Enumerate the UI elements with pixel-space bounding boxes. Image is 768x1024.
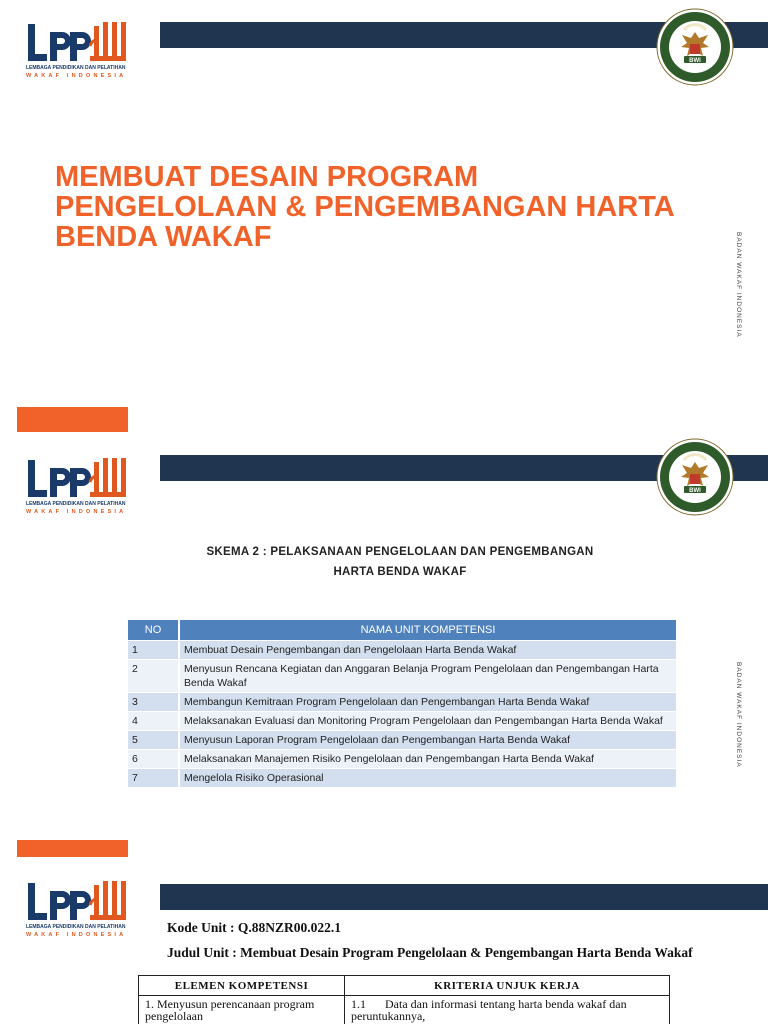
- main-title-line-1: MEMBUAT DESAIN PROGRAM: [55, 161, 479, 193]
- seal-text: BWI: [689, 488, 701, 494]
- row-name: Menyusun Laporan Program Pengelolaan dan Pengembangan Harta Benda Wakaf: [179, 730, 676, 749]
- table-row: [128, 640, 676, 659]
- kuk-number: 1.1: [351, 997, 366, 1011]
- slide-unit-detail: [0, 857, 768, 1024]
- row-name: Melaksanakan Manajemen Risiko Pengelolaan dan Pengembangan Harta Benda Wakaf: [179, 749, 676, 768]
- row-no: 4: [128, 711, 179, 730]
- column-header-elemen: ELEMEN KOMPETENSI: [139, 976, 345, 996]
- kode-unit: Kode Unit : Q.88NZR00.022.1: [167, 920, 342, 935]
- lppwi-logo-mark-icon: [26, 20, 130, 64]
- bwi-seal: [656, 8, 734, 86]
- row-name: Membuat Desain Pengembangan dan Pengelolaan Harta Benda Wakaf: [179, 640, 676, 659]
- elemen-kompetensi-table: [138, 975, 670, 1024]
- table-row: [128, 692, 676, 711]
- row-name: Menyusun Rencana Kegiatan dan Anggaran Belanja Program Pengelolaan dan Pengembangan Harta Benda Wakaf: [179, 659, 676, 692]
- slide-skema: [0, 432, 768, 857]
- header-band: [160, 884, 768, 910]
- orange-accent-bar: [17, 407, 128, 432]
- side-label: BADAN WAKAF INDONESIA: [735, 232, 742, 338]
- slide-title: [0, 0, 768, 432]
- lppwi-logo-mark-icon: [26, 879, 130, 923]
- elemen-cell: 1. Menyusun perencanaan program pengelolaan: [139, 996, 345, 1024]
- table-header-row: [139, 976, 670, 996]
- main-title: [55, 162, 745, 252]
- table-row: [128, 730, 676, 749]
- column-header-kriteria: KRITERIA UNJUK KERJA: [345, 976, 670, 996]
- lppwi-logo: [26, 20, 136, 86]
- column-header-no: NO: [128, 620, 179, 640]
- logo-line-2: WAKAF INDONESIA: [26, 932, 127, 938]
- row-name: Melaksanakan Evaluasi dan Monitoring Program Pengelolaan dan Pengembangan Harta Benda Wakaf: [179, 711, 676, 730]
- row-name: Membangun Kemitraan Program Pengelolaan dan Pengembangan Harta Benda Wakaf: [179, 692, 676, 711]
- judul-unit: Judul Unit : Membuat Desain Program Pengelolaan & Pengembangan Harta Benda Wakaf: [167, 945, 693, 960]
- lppwi-logo: [26, 879, 136, 945]
- logo-line-2: WAKAF INDONESIA: [26, 509, 127, 515]
- row-no: 2: [128, 659, 179, 692]
- table-row: [139, 996, 670, 1024]
- kriteria-cell: [345, 996, 670, 1024]
- row-no: 1: [128, 640, 179, 659]
- main-title-line-3: BENDA WAKAF: [55, 221, 272, 253]
- row-no: 6: [128, 749, 179, 768]
- row-no: 5: [128, 730, 179, 749]
- table-row: [128, 768, 676, 787]
- column-header-nama: NAMA UNIT KOMPETENSI: [179, 620, 676, 640]
- table-row: [128, 659, 676, 692]
- logo-line-1: LEMBAGA PENDIDIKAN DAN PELATIHAN: [26, 501, 126, 507]
- unit-kompetensi-table: [128, 620, 676, 787]
- skema-title-line-2: HARTA BENDA WAKAF: [333, 566, 467, 578]
- kuk-text: Data dan informasi tentang harta benda wakaf dan peruntukannya,: [351, 997, 627, 1023]
- bwi-seal: [656, 438, 734, 516]
- lppwi-logo: [26, 456, 136, 522]
- logo-line-2: WAKAF INDONESIA: [26, 73, 127, 79]
- row-no: 7: [128, 768, 179, 787]
- lppwi-logo-mark-icon: [26, 456, 130, 500]
- skema-title-line-1: SKEMA 2 : PELAKSANAAN PENGELOLAAN DAN PENGEMBANGAN: [206, 546, 594, 558]
- row-no: 3: [128, 692, 179, 711]
- bwi-seal-icon: [656, 8, 734, 86]
- row-name: Mengelola Risiko Operasional: [179, 768, 676, 787]
- logo-line-1: LEMBAGA PENDIDIKAN DAN PELATIHAN: [26, 65, 126, 71]
- side-label: BADAN WAKAF INDONESIA: [735, 662, 742, 768]
- bwi-seal-icon: [656, 438, 734, 516]
- skema-title: [130, 542, 670, 582]
- logo-line-1: LEMBAGA PENDIDIKAN DAN PELATIHAN: [26, 924, 126, 930]
- main-title-line-2: PENGELOLAAN & PENGEMBANGAN HARTA: [55, 191, 675, 223]
- orange-accent-bar: [17, 840, 128, 857]
- table-row: [128, 749, 676, 768]
- table-row: [128, 711, 676, 730]
- seal-text: BWI: [689, 58, 701, 64]
- table-header-row: [128, 620, 676, 640]
